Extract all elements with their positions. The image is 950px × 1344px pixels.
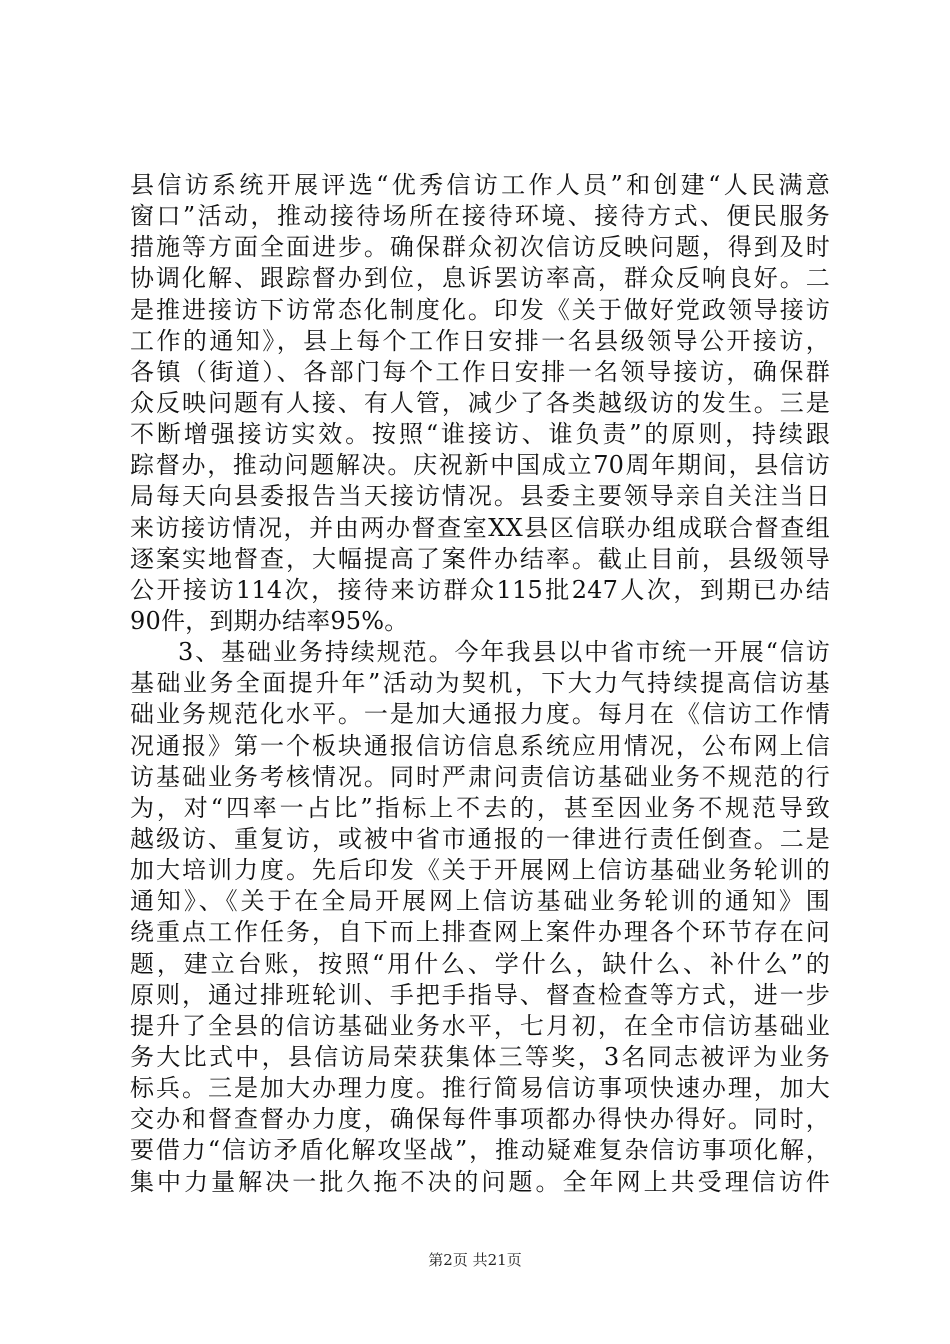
text-line: 协调化解、跟踪督办到位，息诉罢访率高，群众反响良好。二	[130, 264, 830, 293]
text-line: 窗口”活动，推动接待场所在接待环境、接待方式、便民服务	[130, 202, 830, 231]
text-line: 逐案实地督查，大幅提高了案件办结率。截止目前，县级领导	[130, 544, 830, 573]
text-line: 务大比式中，县信访局荣获集体三等奖，3名同志被评为业务	[130, 1042, 830, 1071]
text-line: 交办和督查督办力度，确保每件事项都办得快办得好。同时，	[130, 1105, 830, 1134]
text-line: 绕重点工作任务，自下而上排查网上案件办理各个环节存在问	[130, 918, 830, 947]
text-line: 众反映问题有人接、有人管，减少了各类越级访的发生。三是	[130, 388, 830, 417]
text-line: 措施等方面全面进步。确保群众初次信访反映问题，得到及时	[130, 233, 830, 262]
text-line: 提升了全县的信访基础业务水平，七月初，在全市信访基础业	[130, 1011, 830, 1040]
page-footer	[0, 1250, 950, 1270]
text-line: 原则，通过排班轮训、手把手指导、督查检查等方式，进一步	[130, 980, 830, 1009]
text-line: 越级访、重复访，或被中省市通报的一律进行责任倒查。二是	[130, 824, 830, 853]
text-line: 加大培训力度。先后印发《关于开展网上信访基础业务轮训的	[130, 856, 830, 885]
text-line: 工作的通知》，县上每个工作日安排一名县级领导公开接访，	[130, 326, 830, 355]
text-line: 局每天向县委报告当天接访情况。县委主要领导亲自关注当日	[130, 482, 830, 511]
text-line: 通知》、《关于在全局开展网上信访基础业务轮训的通知》围	[130, 887, 830, 916]
text-line: 踪督办，推动问题解决。庆祝新中国成立70周年期间，县信访	[130, 451, 830, 480]
text-line: 标兵。三是加大办理力度。推行简易信访事项快速办理，加大	[130, 1074, 830, 1103]
text-line: 是推进接访下访常态化制度化。印发《关于做好党政领导接访	[130, 295, 830, 324]
text-line: 题，建立台账，按照“用什么、学什么，缺什么、补什么”的	[130, 949, 830, 978]
text-line: 来访接访情况，并由两办督查室XX县区信联办组成联合督查组	[130, 513, 830, 542]
text-line: 要借力“信访矛盾化解攻坚战”，推动疑难复杂信访事项化解，	[130, 1136, 830, 1165]
text-line: 基础业务全面提升年”活动为契机，下大力气持续提高信访基	[130, 669, 830, 698]
text-line: 集中力量解决一批久拖不决的问题。全年网上共受理信访件	[130, 1167, 830, 1196]
page-number-label: 第2页 共21页	[428, 1251, 522, 1269]
text-line: 础业务规范化水平。一是加大通报力度。每月在《信访工作情	[130, 700, 830, 729]
text-line: 访基础业务考核情况。同时严肃问责信访基础业务不规范的行	[130, 762, 830, 791]
text-line: 为，对“四率一占比”指标上不去的，甚至因业务不规范导致	[130, 793, 830, 822]
text-line: 况通报》第一个板块通报信访信息系统应用情况，公布网上信	[130, 731, 830, 760]
body-text	[130, 170, 830, 1198]
text-line: 不断增强接访实效。按照“谁接访、谁负责”的原则，持续跟	[130, 420, 830, 449]
section-heading-line: 3、基础业务持续规范。今年我县以中省市统一开展“信访	[178, 638, 830, 667]
text-line: 90件，到期办结率95%。	[130, 606, 409, 635]
text-line: 公开接访114次，接待来访群众115批247人次，到期已办结	[130, 575, 830, 604]
text-line: 县信访系统开展评选“优秀信访工作人员”和创建“人民满意	[130, 171, 830, 199]
text-line: 各镇（街道）、各部门每个工作日安排一名领导接访，确保群	[130, 357, 830, 386]
